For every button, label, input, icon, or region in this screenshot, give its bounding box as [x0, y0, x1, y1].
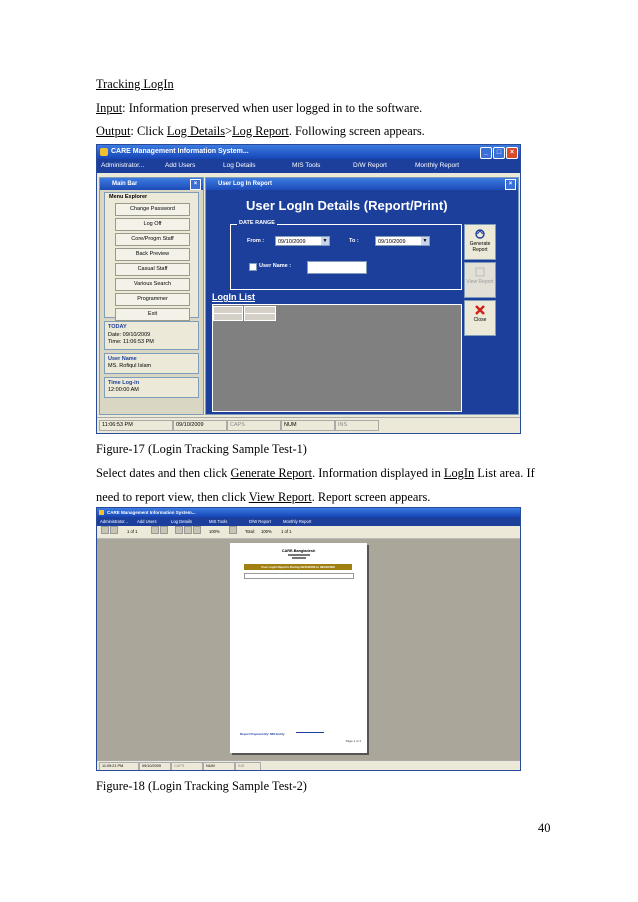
menu-explorer [104, 192, 199, 318]
menu-user[interactable]: Administrator... [100, 519, 128, 524]
para-text: need to report view, then click [96, 490, 249, 504]
output-label: Output [96, 124, 131, 138]
menu-log-details[interactable]: Log Details [223, 162, 256, 169]
today-time: Time: 11:06:53 PM [108, 339, 154, 345]
generate-report-button[interactable] [464, 224, 496, 260]
today-label: TODAY [108, 324, 127, 330]
menu-bar [97, 159, 520, 173]
today-box [104, 321, 199, 350]
status-bar [97, 760, 520, 771]
output-gt: > [225, 124, 233, 138]
app-title: CARE Management Information System... [107, 510, 196, 515]
report-canvas[interactable] [97, 539, 520, 760]
view-report-icon [473, 266, 487, 278]
casual-staff-button[interactable]: Casual Staff [115, 263, 190, 276]
input-text: : Information preserved when user logged in to the software. [122, 101, 423, 115]
time-login-label: Time Log-in [108, 379, 140, 386]
user-login-report-window [205, 177, 519, 415]
menu-user[interactable]: Administrator... [101, 162, 145, 169]
report-window-title: User Log In Report [218, 181, 273, 187]
close-button[interactable] [464, 300, 496, 336]
status-date: 09/10/2009 [139, 762, 171, 771]
page-indicator: 1 of 1 [127, 529, 138, 534]
report-window-close-button[interactable]: × [505, 179, 516, 190]
close-label: Close [473, 317, 487, 323]
status-num: NUM [203, 762, 235, 771]
from-date-picker[interactable] [275, 236, 330, 246]
status-time: 11:09:21 PM [99, 762, 139, 771]
programmer-button[interactable]: Programmer [115, 293, 190, 306]
user-name-checkbox[interactable] [249, 263, 257, 271]
grid-cell [213, 313, 243, 321]
exit-button[interactable]: Exit [115, 308, 190, 321]
maximize-button[interactable]: □ [493, 147, 505, 159]
report-footer-left: Report Prepared By: MIS Entity [240, 732, 285, 736]
report-viewer-toolbar [97, 526, 520, 539]
menu-dw-report[interactable]: D/W Report [249, 519, 271, 524]
menu-mis-tools[interactable]: MIS Tools [209, 519, 228, 524]
output-click-text: : Click [130, 124, 167, 138]
various-search-button[interactable]: Various Search [115, 278, 190, 291]
refresh-icon[interactable] [193, 526, 201, 534]
report-heading: User LogIn Details (Report/Print) [246, 198, 448, 213]
user-name-value: MS. Rofiqul Islam [108, 363, 152, 369]
chevron-down-icon[interactable]: ▼ [322, 238, 328, 244]
report-footer-line [296, 732, 324, 733]
export-icon[interactable] [184, 526, 192, 534]
para-text: List area. If [474, 466, 535, 480]
time-login-value: 12:00:00 AM [108, 387, 139, 393]
output-line [96, 124, 425, 139]
para-text: . Information displayed in [312, 466, 444, 480]
from-label: From : [247, 238, 265, 244]
close-window-button[interactable]: × [506, 147, 518, 159]
para-text: Select dates and then click [96, 466, 231, 480]
grid-cell [244, 313, 276, 321]
first-page-icon[interactable] [101, 526, 109, 534]
to-date-value: 09/10/2009 [378, 239, 406, 245]
menu-bar [97, 517, 520, 526]
zoom-select[interactable]: 100% [209, 529, 220, 534]
login-list-label: LogIn List [212, 292, 255, 302]
menu-mis-tools[interactable]: MIS Tools [292, 162, 321, 169]
login-tracking-screenshot-1 [96, 144, 521, 434]
chevron-down-icon[interactable]: ▼ [422, 238, 428, 244]
total-percent: 100% [261, 529, 272, 534]
paragraph-line-1 [96, 466, 535, 481]
menu-explorer-label: Menu Explorer [109, 194, 148, 200]
pages-indicator: 1 of 1 [281, 529, 292, 534]
figure-18-caption: Figure-18 (Login Tracking Sample Test-2) [96, 779, 307, 793]
user-name-label: User Name [108, 355, 137, 362]
report-footer-page: Page 1 of 1 [345, 739, 361, 743]
back-preview-button[interactable]: Back Preview [115, 248, 190, 261]
status-caps: CAPS [227, 420, 281, 431]
status-num: NUM [281, 420, 335, 431]
app-titlebar [97, 508, 520, 517]
output-after-text: . Following screen appears. [288, 124, 425, 138]
report-column-headers [244, 573, 354, 579]
status-bar [97, 417, 520, 432]
para-text: . Report screen appears. [311, 490, 431, 504]
login-list-grid[interactable] [212, 304, 462, 412]
generate-report-icon [473, 228, 487, 240]
main-bar-title-text: Main Bar [112, 181, 138, 187]
app-title: CARE Management Information System... [111, 148, 249, 155]
app-titlebar [97, 145, 520, 159]
status-caps: CAPS [171, 762, 203, 771]
input-label: Input [96, 101, 123, 115]
app-icon [100, 148, 108, 156]
core-progm-staff-button[interactable]: Core/Progm Staff [115, 233, 190, 246]
to-date-picker[interactable] [375, 236, 430, 246]
generate-report-ref: Generate Report [230, 466, 313, 480]
figure-17-caption: Figure-17 (Login Tracking Sample Test-1) [96, 442, 307, 456]
report-org: CARE-Bangladesh [281, 549, 316, 553]
close-x-icon [473, 304, 487, 316]
search-icon[interactable] [229, 526, 237, 534]
input-line [96, 101, 422, 116]
log-details-ref: Log Details [166, 124, 226, 138]
report-window-titlebar [206, 178, 518, 190]
change-password-button[interactable]: Change Password [115, 203, 190, 216]
view-report-button[interactable] [464, 262, 496, 298]
user-name-filter-label: User Name : [259, 263, 292, 269]
user-name-input[interactable] [307, 261, 367, 274]
menu-monthly-report[interactable]: Monthly Report [415, 162, 460, 169]
last-page-icon[interactable] [160, 526, 168, 534]
time-login-box [104, 377, 199, 398]
view-report-ref: View Report [248, 490, 312, 504]
report-subheading [230, 554, 367, 559]
total-label: Total: [245, 529, 256, 534]
main-bar-close-button[interactable]: × [190, 179, 201, 190]
menu-log-details[interactable]: Log Details [171, 519, 192, 524]
paragraph-line-2 [96, 490, 430, 505]
menu-dw-report[interactable]: D/W Report [353, 162, 387, 169]
print-icon[interactable] [175, 526, 183, 534]
from-date-value: 09/10/2009 [278, 239, 306, 245]
status-date: 09/10/2009 [173, 420, 227, 431]
generate-report-label: Generate Report [469, 241, 491, 253]
main-bar-panel [99, 177, 204, 415]
status-ins: INS [235, 762, 261, 771]
log-off-button[interactable]: Log Off [115, 218, 190, 231]
report-title-band: User LogIn Reports During 09/10/2009 to 09/10/2009 [244, 564, 352, 570]
next-page-icon[interactable] [151, 526, 159, 534]
minimize-button[interactable]: _ [480, 147, 492, 159]
log-report-ref: Log Report [232, 124, 289, 138]
date-range-group [230, 220, 462, 290]
today-date: Date: 09/10/2009 [108, 331, 151, 338]
section-heading: Tracking LogIn [96, 77, 174, 91]
user-name-box [104, 353, 199, 374]
page-number: 40 [538, 821, 551, 835]
menu-monthly-report[interactable]: Monthly Report [283, 519, 312, 524]
menu-add-users[interactable]: Add Users [137, 519, 157, 524]
prev-page-icon[interactable] [110, 526, 118, 534]
login-ref: LogIn [443, 466, 475, 480]
app-icon [99, 510, 104, 515]
date-range-label: DATE RANGE [239, 220, 275, 226]
report-page [230, 543, 367, 753]
main-bar-title [100, 178, 203, 190]
view-report-label: View Report [466, 279, 494, 285]
menu-add-users[interactable]: Add Users [165, 162, 196, 169]
status-ins: INS [335, 420, 379, 431]
to-label: To : [349, 238, 359, 244]
login-tracking-screenshot-2 [96, 507, 521, 771]
status-time: 11:06:53 PM [99, 420, 173, 431]
